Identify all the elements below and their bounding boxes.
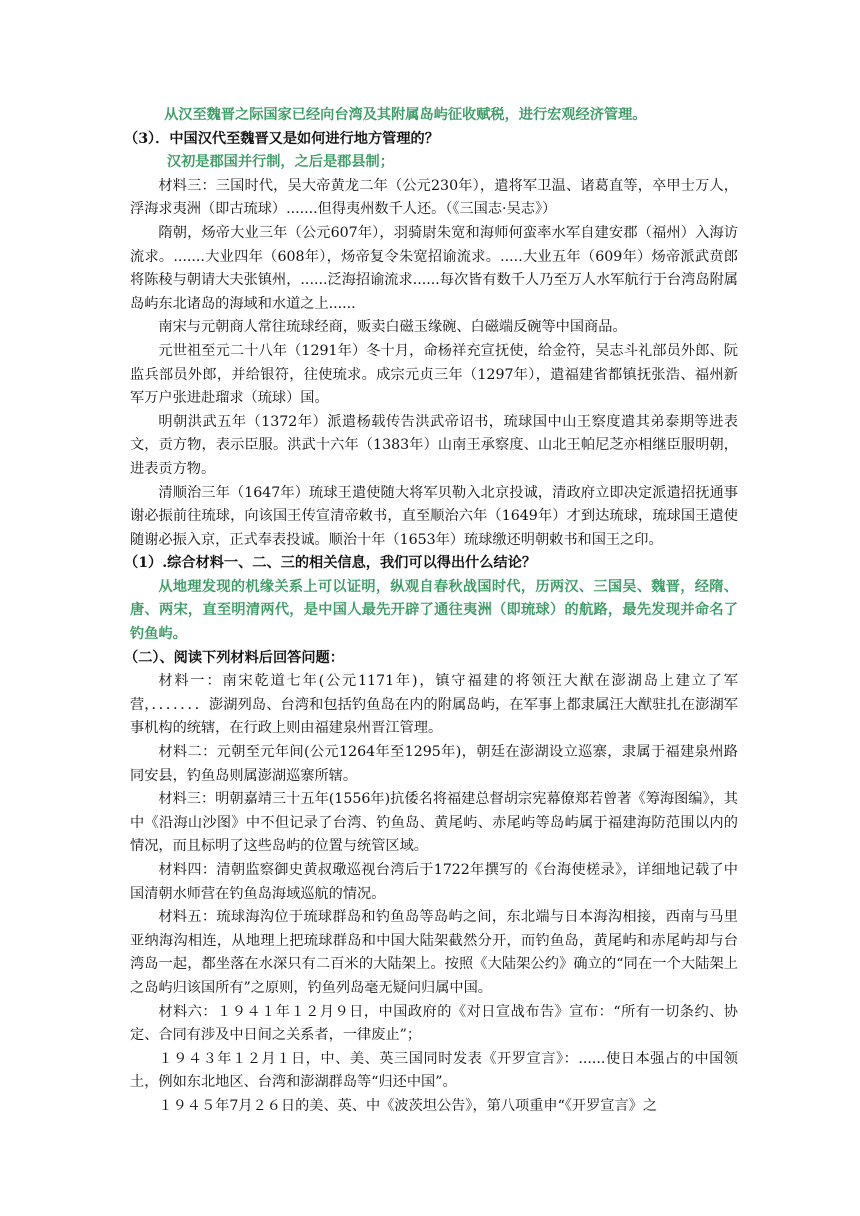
material-paragraph: 材料四：清朝监察御史黄叔璥巡视台湾后于1722年撰写的《台海使槎录》，详细地记载了中国清朝水师营在钓鱼岛海域巡航的情况。 (130, 862, 738, 902)
section-heading: （二）、阅读下列材料后回答问题： (124, 649, 344, 666)
material-paragraph: 材料一：南宋乾道七年(公元1171年)，镇守福建的将领汪大猷在澎湖岛上建立了军营，．．．．．．．澎湖列岛、台湾和包括钓鱼岛在内的附属岛屿，在军事上都隶属汪大猷驻扎在澎湖军事机构的统辖，在行政上则由福建泉州晋江管理。 (130, 673, 738, 737)
material-paragraph: 清顺治三年（1647年）琉球王遣使随大将军贝勒入北京投诚，清政府立即决定派遣招抚通事谢必振前往琉球，向该国王传宣清帝敕书，直至顺治六年（1649年）才到达琉球，琉球国王遣使随谢必振入京，正式奉表投诚。顺治十年（1653年）琉球缴还明朝敕书和国王之印。 (130, 484, 738, 548)
material-paragraph: 南宋与元朝商人常往琉球经商，贩卖白磁玉缘碗、白磁端反碗等中国商品。 (158, 319, 627, 336)
material-paragraph: １９４５年7月２６日的美、英、中《波茨坦公告》，第八项重申“《开罗宣言》之 (158, 1097, 658, 1114)
material-paragraph: 材料五：琉球海沟位于琉球群岛和钓鱼岛等岛屿之间，东北端与日本海沟相接，西南与马里亚纳海沟相连，从地理上把琉球群岛和中国大陆架截然分开，而钓鱼岛，黄尾屿和赤尾屿却与台湾岛一起，都坐落在水深只有二百米的大陆架上。按照《大陆架公约》确立的“同在一个大陆架上之岛屿归该国所有”之原则，钓鱼列岛毫无疑问归属中国。 (130, 909, 738, 996)
answer-paragraph: 从汉至魏晋之际国家已经向台湾及其附属岛屿征收赋税，进行宏观经济管理。 (164, 107, 647, 123)
material-paragraph: 明朝洪武五年（1372年）派遣杨载传告洪武帝诏书，琉球国中山王察度遣其弟泰期等进表文，贡方物，表示臣服。洪武十六年（1383年）山南王承察度、山北王帕尼芝亦相继臣服明朝，进表贡方物。 (130, 413, 738, 477)
material-paragraph: 材料三：明朝嘉靖三十五年(1556年)抗倭名将福建总督胡宗宪幕僚郑若曾著《筹海图编》，其中《沿海山沙图》中不但记录了台湾、钓鱼岛、黄尾屿、赤尾屿等岛屿属于福建海防范围以内的情况，而且标明了这些岛屿的位置与统管区域。 (130, 791, 738, 855)
material-paragraph: 元世祖至元二十八年（1291年）冬十月，命杨祥充宣抚使，给金符，吴志斗礼部员外郎、阮监兵部员外郎，并给银符，往使琉求。成宗元贞三年（1297年），遣福建省都镇抚张浩、福州新军万户张进赴瑠求（琉球）国。 (130, 342, 738, 407)
material-paragraph: 材料三：三国时代，吴大帝黄龙二年（公元230年），遣将军卫温、诸葛直等，卒甲士万人，浮海求夷洲（即古琉球）.......但得夷州数千人还。（《三国志·吴志》） (130, 177, 738, 218)
material-paragraph: 材料六：１９４１年１２月９日，中国政府的《对日宣战布告》宣布：“所有一切条约、协定、合同有涉及中日间之关系者，一律废止”； (130, 1003, 738, 1044)
answer-paragraph: 从地理发现的机缘关系上可以证明，纵观自春秋战国时代，历两汉、三国吴、魏晋，经隋、唐、两宋，直至明清两代，是中国人最先开辟了通往夷洲（即琉球）的航路，最先发现并命名了钓鱼屿。 (130, 578, 738, 643)
material-paragraph: 隋朝，炀帝大业三年（公元607年），羽骑尉朱宽和海师何蛮率水军自建安郡（福州）入海访流求。.......大业四年（608年），炀帝复令朱宽招谕流求。.....大业五年（609年）炀帝派武贲郎将陈稜与朝请大夫张镇州，......泛海招谕流求......每次皆有数千人乃至万人水军航行于台湾岛附属岛屿东北诸岛的海域和水道之上...... (130, 224, 738, 312)
question-paragraph: （3）．中国汉代至魏晋又是如何进行地方管理的？ (124, 130, 439, 147)
material-paragraph: 材料二：元朝至元年间(公元1264年至1295年)，朝廷在澎湖设立巡寨，隶属于福建泉州路同安县，钓鱼岛则属澎湖巡寨所辖。 (130, 744, 738, 784)
material-paragraph: １９４３年１２月１日，中、美、英三国同时发表《开罗宣言》：......使日本强占的中国领土，例如东北地区、台湾和澎湖群岛等“归还中国”。 (130, 1050, 738, 1091)
document-page (124, 104, 738, 1119)
question-paragraph: （1）.综合材料一、二、三的相关信息，我们可以得出什么结论？ (124, 555, 537, 572)
answer-paragraph: 汉初是郡国并行制，之后是郡县制； (166, 154, 394, 171)
